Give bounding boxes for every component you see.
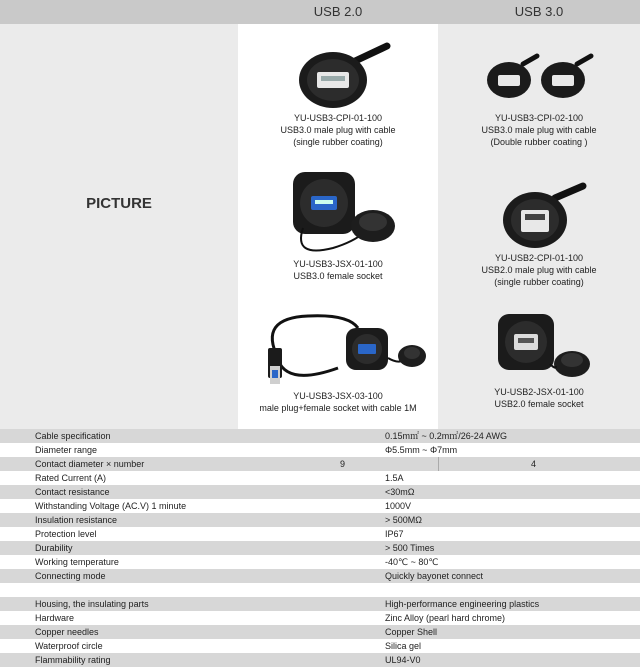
spec-name: Hardware	[35, 613, 75, 623]
spec-name: Durability	[35, 543, 73, 553]
spec-value-usb3: 4	[531, 459, 537, 469]
table-row	[0, 443, 640, 457]
table-row	[0, 597, 640, 611]
spec-name: Diameter range	[35, 445, 98, 455]
spec-table	[0, 429, 640, 667]
picture-label: PICTURE	[86, 195, 152, 212]
table-row	[0, 541, 640, 555]
product-model: YU-USB3-CPI-02-100	[494, 113, 584, 123]
product-desc: USB3.0 female socket	[293, 271, 383, 281]
product-model: YU-USB2-JSX-01-100	[494, 387, 584, 397]
spec-value: Quickly bayonet connect	[385, 571, 484, 581]
table-row	[0, 639, 640, 653]
spec-name: Insulation resistance	[35, 515, 118, 525]
product-usb2-jsx-01	[438, 308, 640, 410]
spec-name: Contact diameter × number	[35, 459, 145, 469]
spec-value: 1.5A	[385, 473, 404, 483]
product-desc: USB3.0 male plug with cable	[481, 125, 597, 135]
spec-value: Silica gel	[385, 641, 422, 651]
product-model: YU-USB3-JSX-03-100	[293, 391, 383, 401]
product-model: YU-USB3-CPI-01-100	[293, 113, 383, 123]
product-usb2-cpi-01	[438, 180, 640, 288]
spec-value: > 500 Times	[385, 543, 435, 553]
spec-name: Contact resistance	[35, 487, 110, 497]
table-row	[0, 611, 640, 625]
spec-value: -40℃ ~ 80℃	[385, 557, 439, 567]
table-row	[0, 527, 640, 541]
product-desc: USB3.0 male plug with cable	[280, 125, 396, 135]
product-desc: (single rubber coating)	[293, 137, 383, 147]
table-header	[0, 0, 640, 24]
product-desc: USB2.0 male plug with cable	[481, 265, 597, 275]
product-usb3-cpi-01	[238, 40, 438, 148]
spec-value-usb2: 9	[340, 459, 346, 469]
table-row	[0, 569, 640, 583]
product-usb3-jsx-01	[238, 168, 438, 282]
spec-value: Φ5.5mm ~ Φ7mm	[385, 445, 458, 455]
spec-value: 1000V	[385, 501, 412, 511]
table-row	[0, 583, 640, 597]
table-row	[0, 513, 640, 527]
spec-value: Zinc Alloy (pearl hard chrome)	[385, 613, 506, 623]
spec-value: > 500MΩ	[385, 515, 422, 525]
spec-name: Waterproof circle	[35, 641, 103, 651]
product-usb3-jsx-03	[238, 298, 438, 414]
spec-name: Connecting mode	[35, 571, 106, 581]
product-desc: (Double rubber coating )	[490, 137, 588, 147]
table-row	[0, 555, 640, 569]
spec-value: 0.15m㎡ ~ 0.2m㎡/26-24 AWG	[385, 431, 507, 441]
product-usb3-cpi-02	[438, 50, 640, 148]
product-desc: (single rubber coating)	[494, 277, 584, 287]
table-row	[0, 653, 640, 667]
spec-name: Rated Current (A)	[35, 473, 107, 483]
usb-socket-image	[484, 308, 594, 386]
spec-name: Protection level	[35, 529, 97, 539]
table-row	[0, 485, 640, 499]
spec-value: High-performance engineering plastics	[385, 599, 540, 609]
table-row	[0, 429, 640, 443]
spec-value: Copper Shell	[385, 627, 438, 637]
usb-plug-image	[283, 40, 393, 112]
table-row	[0, 625, 640, 639]
usb-plug-pair-image	[479, 50, 599, 112]
spec-name: Cable specification	[35, 431, 111, 441]
column-divider	[438, 457, 439, 471]
usb-cable-assembly-image	[248, 298, 428, 390]
spec-name: Working temperature	[35, 557, 119, 567]
spec-value: <30mΩ	[385, 487, 415, 497]
spec-name: Copper needles	[35, 627, 99, 637]
product-model: YU-USB3-JSX-01-100	[293, 259, 383, 269]
spec-name: Flammability rating	[35, 655, 111, 665]
spec-name: Housing, the insulating parts	[35, 599, 149, 609]
header-usb2: USB 2.0	[313, 4, 363, 19]
table-row	[0, 499, 640, 513]
table-row	[0, 471, 640, 485]
spec-name: Withstanding Voltage (AC.V) 1 minute	[35, 501, 187, 511]
table-row	[0, 457, 640, 471]
header-usb3: USB 3.0	[514, 4, 564, 19]
product-desc: USB2.0 female socket	[494, 399, 584, 409]
usb-socket-image	[273, 168, 403, 258]
product-model: YU-USB2-CPI-01-100	[494, 253, 584, 263]
spec-value: IP67	[385, 529, 404, 539]
product-desc: male plug+female socket with cable 1M	[259, 403, 417, 413]
usb-plug-image	[489, 180, 589, 252]
spec-value: UL94-V0	[385, 655, 421, 665]
